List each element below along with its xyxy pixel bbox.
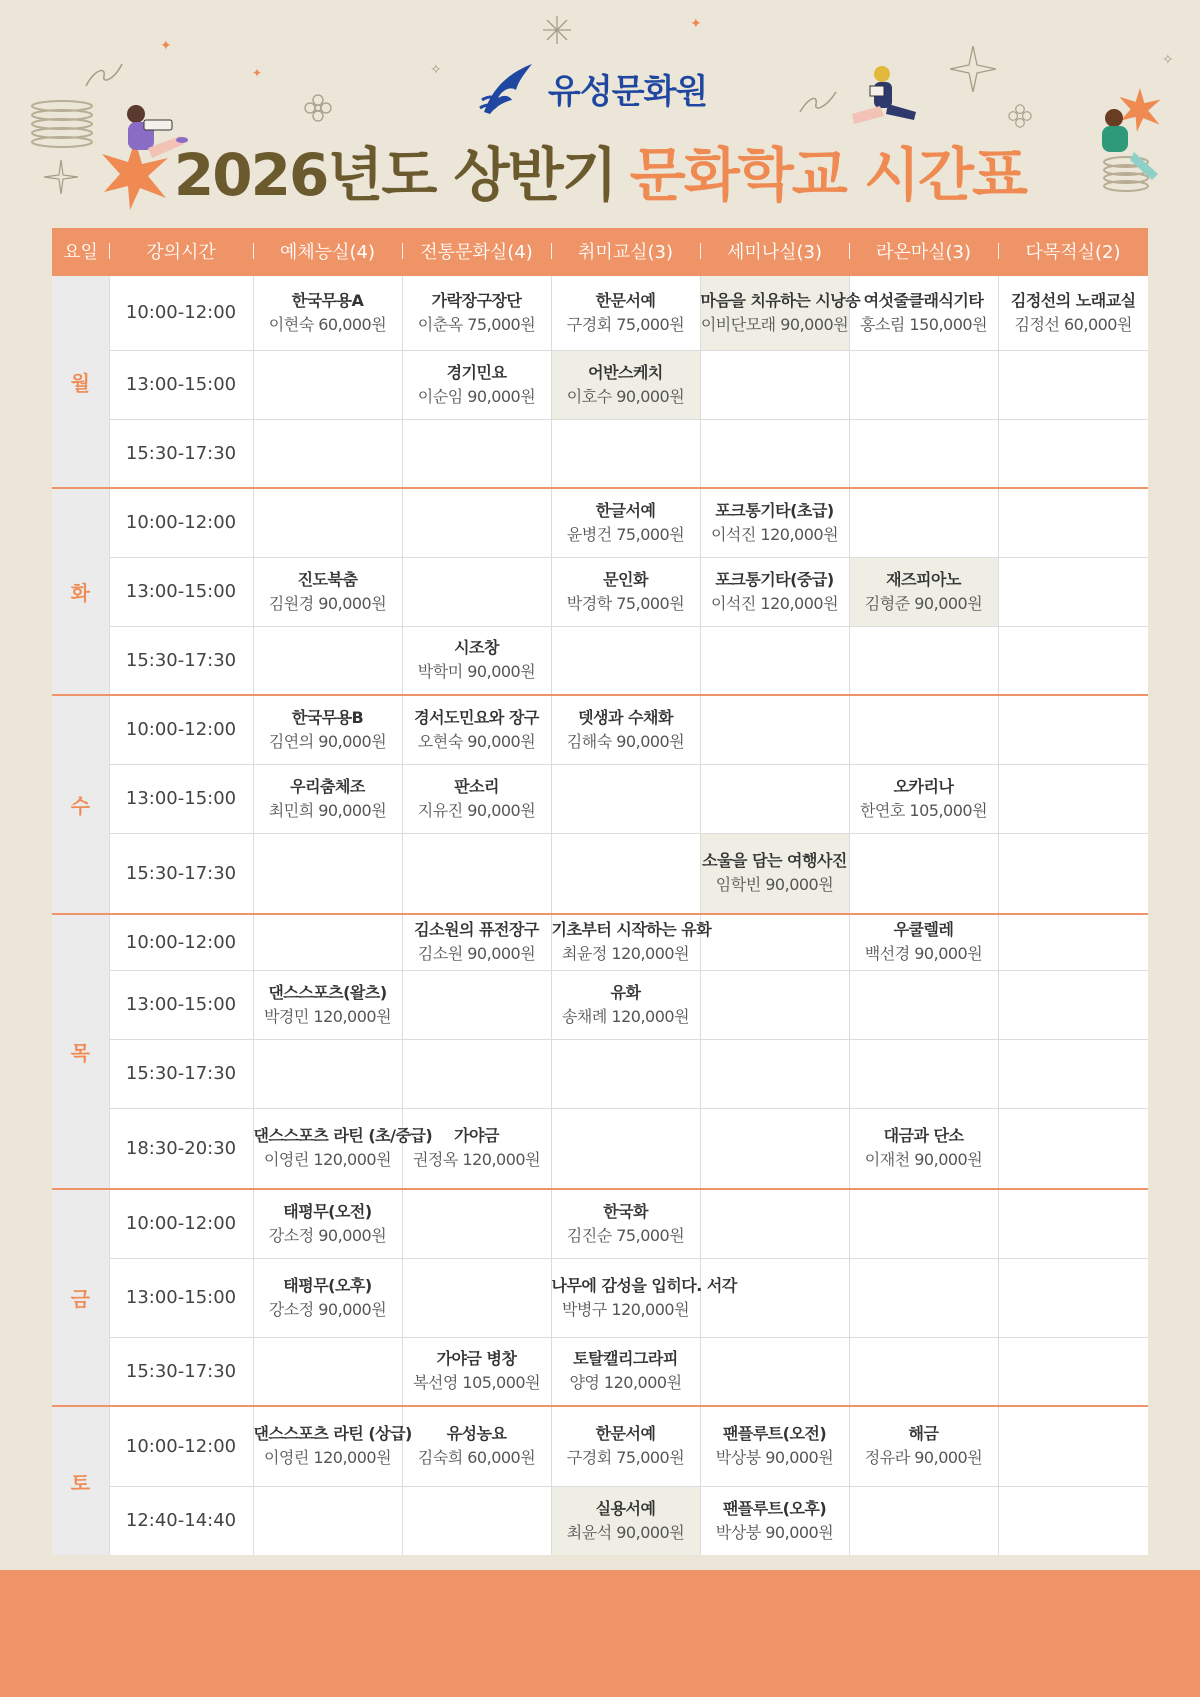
class-instructor-fee: 박병구 120,000원 (561, 1299, 690, 1319)
table-row (52, 764, 1148, 833)
class-name: 경기민요 (446, 362, 507, 382)
table-row (52, 1039, 1148, 1108)
class-cell (253, 1258, 402, 1337)
day-label: 화 (52, 488, 109, 695)
class-cell (700, 488, 849, 557)
class-instructor-fee: 김연의 90,000원 (268, 731, 387, 751)
title-part2: 문화학교 시간표 (629, 141, 1027, 209)
empty-cell (849, 419, 998, 488)
empty-cell (700, 350, 849, 419)
class-cell (849, 914, 998, 970)
class-cell (402, 1108, 551, 1189)
class-cell (253, 1189, 402, 1258)
empty-cell (849, 1039, 998, 1108)
empty-cell (700, 1108, 849, 1189)
table-row (52, 833, 1148, 914)
timetable (52, 228, 1148, 1555)
class-cell (551, 695, 700, 764)
empty-cell (998, 1337, 1148, 1406)
bottom-band (0, 1570, 1200, 1697)
empty-cell (402, 1189, 551, 1258)
time-slot: 12:40-14:40 (109, 1486, 253, 1555)
empty-cell (253, 626, 402, 695)
time-slot: 15:30-17:30 (109, 1337, 253, 1406)
class-instructor-fee: 양영 120,000원 (569, 1373, 682, 1393)
class-name: 마음을 치유하는 시낭송 (700, 290, 861, 310)
class-instructor-fee: 이현숙 60,000원 (268, 314, 387, 334)
time-slot: 10:00-12:00 (109, 695, 253, 764)
empty-cell (998, 1486, 1148, 1555)
logo-text: 유성문화원 (548, 71, 708, 112)
class-cell (253, 275, 402, 350)
class-cell (551, 1258, 737, 1337)
logo-emblem-icon (478, 60, 540, 116)
empty-cell (253, 488, 402, 557)
class-instructor-fee: 김진순 75,000원 (566, 1225, 685, 1245)
table-row (52, 557, 1148, 626)
class-name: 가야금 병창 (436, 1349, 517, 1369)
sitting-person-illustration (844, 64, 924, 128)
sun-burst-icon (543, 16, 571, 44)
class-instructor-fee: 이호수 90,000원 (566, 386, 685, 406)
time-slot: 10:00-12:00 (109, 488, 253, 557)
time-slot: 10:00-12:00 (109, 275, 253, 350)
header (0, 0, 1200, 230)
empty-cell (253, 1337, 402, 1406)
class-cell (700, 1406, 849, 1486)
day-label: 목 (52, 914, 109, 1189)
class-instructor-fee: 이재천 90,000원 (864, 1150, 983, 1170)
class-name: 판소리 (454, 776, 499, 796)
class-cell (551, 350, 700, 419)
class-cell (402, 350, 551, 419)
empty-cell (998, 970, 1148, 1039)
empty-cell (253, 1486, 402, 1555)
class-instructor-fee: 윤병건 75,000원 (566, 524, 685, 544)
class-name: 문인화 (603, 569, 648, 589)
class-instructor-fee: 이석진 120,000원 (710, 593, 839, 613)
class-cell (551, 1337, 700, 1406)
empty-cell (700, 1189, 849, 1258)
table-row (52, 275, 1148, 350)
time-slot: 10:00-12:00 (109, 1189, 253, 1258)
class-instructor-fee: 김정선 60,000원 (1014, 314, 1132, 334)
class-name: 어반스케치 (588, 362, 663, 382)
empty-cell (998, 488, 1148, 557)
class-name: 경서도민요와 장구 (414, 707, 539, 727)
header-room: 라온마실(3) (849, 228, 998, 275)
class-name: 태평무(오후) (283, 1275, 372, 1295)
header-day: 요일 (52, 228, 109, 275)
header-time: 강의시간 (109, 228, 253, 275)
class-name: 한문서예 (595, 290, 656, 310)
class-name: 팬플루트(오전) (722, 1424, 827, 1444)
class-instructor-fee: 박경민 120,000원 (263, 1006, 392, 1026)
empty-cell (998, 557, 1148, 626)
class-name: 태평무(오전) (283, 1201, 372, 1221)
empty-cell (700, 695, 849, 764)
empty-cell (551, 1108, 700, 1189)
empty-cell (402, 1039, 551, 1108)
empty-cell (700, 626, 849, 695)
class-cell (849, 764, 998, 833)
time-slot: 10:00-12:00 (109, 1406, 253, 1486)
class-name: 포크통기타(초급) (715, 500, 834, 520)
class-cell (551, 557, 700, 626)
class-name: 김정선의 노래교실 (1010, 290, 1136, 310)
empty-cell (998, 1039, 1148, 1108)
class-cell (402, 1406, 551, 1486)
empty-cell (849, 1258, 998, 1337)
empty-cell (700, 970, 849, 1039)
class-instructor-fee: 김소원 90,000원 (417, 944, 536, 964)
empty-cell (849, 1189, 998, 1258)
class-instructor-fee: 강소정 90,000원 (268, 1225, 387, 1245)
class-name: 우리춤체조 (290, 776, 365, 796)
empty-cell (998, 695, 1148, 764)
empty-cell (551, 1039, 700, 1108)
class-instructor-fee: 이춘옥 75,000원 (417, 314, 536, 334)
class-cell (253, 695, 402, 764)
class-instructor-fee: 송채례 120,000원 (561, 1006, 690, 1026)
class-name: 재즈피아노 (886, 569, 961, 589)
empty-cell (998, 833, 1148, 914)
empty-cell (998, 626, 1148, 695)
class-name: 포크통기타(중급) (715, 569, 834, 589)
empty-cell (551, 833, 700, 914)
table-row (52, 695, 1148, 764)
class-name: 시조창 (454, 638, 499, 658)
flower-icon (304, 94, 332, 122)
table-row (52, 1189, 1148, 1258)
empty-cell (402, 1486, 551, 1555)
class-cell (402, 764, 551, 833)
class-instructor-fee: 복선영 105,000원 (412, 1373, 541, 1393)
empty-cell (253, 833, 402, 914)
empty-cell (551, 419, 700, 488)
class-name: 한문서예 (595, 1424, 656, 1444)
empty-cell (849, 970, 998, 1039)
empty-cell (849, 695, 998, 764)
class-name: 유성농요 (446, 1424, 507, 1444)
table-row (52, 1337, 1148, 1406)
empty-cell (253, 914, 402, 970)
time-slot: 18:30-20:30 (109, 1108, 253, 1189)
class-cell (551, 275, 700, 350)
table-row (52, 419, 1148, 488)
class-instructor-fee: 이영린 120,000원 (263, 1448, 392, 1468)
class-name: 오카리나 (893, 776, 954, 796)
class-name: 진도북춤 (297, 569, 358, 589)
class-cell (402, 695, 551, 764)
empty-cell (849, 833, 998, 914)
header-room: 다목적실(2) (998, 228, 1148, 275)
class-cell (551, 488, 700, 557)
table-row (52, 914, 1148, 970)
flower-icon (1008, 104, 1032, 128)
page-title (0, 128, 1200, 212)
empty-cell (849, 1486, 998, 1555)
class-instructor-fee: 최윤정 120,000원 (561, 944, 690, 964)
day-label: 월 (52, 275, 109, 488)
class-name: 한글서예 (595, 500, 656, 520)
class-instructor-fee: 한연호 105,000원 (859, 800, 988, 820)
class-instructor-fee: 정유라 90,000원 (864, 1448, 983, 1468)
empty-cell (253, 419, 402, 488)
class-instructor-fee: 권정옥 120,000원 (412, 1150, 541, 1170)
empty-cell (998, 1258, 1148, 1337)
empty-cell (700, 1258, 849, 1337)
class-name: 소울을 담는 여행사진 (702, 851, 847, 871)
class-name: 한국무용B (291, 707, 364, 727)
star-icon (950, 46, 996, 92)
class-name: 우쿨렐레 (893, 920, 954, 940)
class-cell (551, 1406, 700, 1486)
empty-cell (402, 970, 551, 1039)
timetable-body (52, 275, 1148, 1555)
empty-cell (998, 1108, 1148, 1189)
header-room: 전통문화실(4) (402, 228, 551, 275)
time-slot: 15:30-17:30 (109, 833, 253, 914)
table-row (52, 1486, 1148, 1555)
day-label: 수 (52, 695, 109, 914)
table-row (52, 350, 1148, 419)
header-room: 예체능실(4) (253, 228, 402, 275)
class-cell (402, 275, 551, 350)
class-cell (700, 275, 861, 350)
empty-cell (700, 1039, 849, 1108)
class-name: 한국화 (603, 1201, 648, 1221)
empty-cell (700, 1337, 849, 1406)
class-instructor-fee: 이비단모래 90,000원 (700, 314, 849, 334)
empty-cell (700, 419, 849, 488)
time-slot: 15:30-17:30 (109, 419, 253, 488)
empty-cell (998, 419, 1148, 488)
class-cell (700, 1486, 849, 1555)
empty-cell (402, 419, 551, 488)
empty-cell (998, 1189, 1148, 1258)
class-cell (849, 1108, 998, 1189)
empty-cell (849, 1337, 998, 1406)
class-instructor-fee: 이영린 120,000원 (263, 1150, 392, 1170)
class-name: 나무에 감성을 입히다. 서각 (551, 1275, 737, 1295)
time-slot: 15:30-17:30 (109, 1039, 253, 1108)
class-instructor-fee: 김원경 90,000원 (268, 593, 387, 613)
class-cell (253, 1108, 433, 1189)
class-name: 토탈캘리그라피 (573, 1349, 678, 1369)
dot-star-icon: ✧ (430, 62, 442, 78)
class-name: 대금과 단소 (883, 1126, 964, 1146)
class-name: 팬플루트(오후) (722, 1498, 827, 1518)
class-instructor-fee: 이순임 90,000원 (417, 386, 536, 406)
time-slot: 10:00-12:00 (109, 914, 253, 970)
class-instructor-fee: 구경회 75,000원 (566, 1448, 685, 1468)
class-name: 가야금 (454, 1126, 499, 1146)
class-cell (253, 970, 402, 1039)
class-cell (700, 833, 849, 914)
time-slot: 15:30-17:30 (109, 626, 253, 695)
header-room: 세미나실(3) (700, 228, 849, 275)
class-cell (551, 1486, 700, 1555)
time-slot: 13:00-15:00 (109, 970, 253, 1039)
class-name: 실용서예 (595, 1498, 656, 1518)
empty-cell (551, 626, 700, 695)
class-cell (253, 557, 402, 626)
empty-cell (849, 350, 998, 419)
class-instructor-fee: 박학미 90,000원 (417, 662, 536, 682)
table-row (52, 970, 1148, 1039)
class-cell (402, 626, 551, 695)
empty-cell (402, 557, 551, 626)
class-cell (402, 914, 551, 970)
class-instructor-fee: 이석진 120,000원 (710, 524, 839, 544)
header-row (52, 228, 1148, 275)
day-label: 금 (52, 1189, 109, 1406)
swirl-icon (798, 90, 838, 116)
empty-cell (402, 488, 551, 557)
class-cell (849, 557, 998, 626)
empty-cell (998, 914, 1148, 970)
empty-cell (998, 350, 1148, 419)
day-label: 토 (52, 1406, 109, 1555)
class-cell (551, 1189, 700, 1258)
time-slot: 13:00-15:00 (109, 764, 253, 833)
class-cell (849, 275, 998, 350)
empty-cell (551, 764, 700, 833)
class-name: 해금 (908, 1424, 939, 1444)
logo (478, 60, 707, 116)
class-instructor-fee: 백선경 90,000원 (864, 944, 983, 964)
class-instructor-fee: 최민희 90,000원 (268, 800, 387, 820)
class-instructor-fee: 오현숙 90,000원 (417, 731, 536, 751)
class-instructor-fee: 임학빈 90,000원 (715, 875, 834, 895)
class-cell (253, 1406, 412, 1486)
dot-star-icon: ✦ (160, 38, 172, 54)
class-instructor-fee: 최윤석 90,000원 (566, 1522, 685, 1542)
class-cell (998, 275, 1148, 350)
table-row (52, 1108, 1148, 1189)
class-name: 댄스스포츠 라틴 (초/중급) (253, 1126, 433, 1146)
dot-star-icon: ✧ (1162, 52, 1174, 68)
class-instructor-fee: 박상붕 90,000원 (715, 1448, 834, 1468)
class-name: 가락장구장단 (431, 290, 522, 310)
empty-cell (998, 1406, 1148, 1486)
empty-cell (849, 488, 998, 557)
table-row (52, 1406, 1148, 1486)
class-cell (849, 1406, 998, 1486)
title-part1: 2026년도 상반기 (173, 141, 616, 209)
class-instructor-fee: 홍소림 150,000원 (859, 314, 988, 334)
class-instructor-fee: 구경회 75,000원 (566, 314, 685, 334)
time-slot: 13:00-15:00 (109, 350, 253, 419)
class-name: 유화 (610, 982, 641, 1002)
empty-cell (402, 833, 551, 914)
header-room: 취미교실(3) (551, 228, 700, 275)
class-cell (700, 557, 849, 626)
empty-cell (700, 914, 849, 970)
class-instructor-fee: 지유진 90,000원 (417, 800, 536, 820)
class-name: 여섯줄클래식기타 (863, 290, 984, 310)
table-row (52, 488, 1148, 557)
class-name: 김소원의 퓨전장구 (414, 920, 539, 940)
class-instructor-fee: 김숙희 60,000원 (417, 1448, 536, 1468)
table-row (52, 626, 1148, 695)
class-instructor-fee: 강소정 90,000원 (268, 1299, 387, 1319)
empty-cell (402, 1258, 551, 1337)
empty-cell (700, 764, 849, 833)
class-instructor-fee: 박상붕 90,000원 (715, 1522, 834, 1542)
class-instructor-fee: 김해숙 90,000원 (566, 731, 685, 751)
dot-star-icon: ✦ (252, 66, 263, 80)
class-name: 기초부터 시작하는 유화 (551, 920, 712, 940)
time-slot: 13:00-15:00 (109, 557, 253, 626)
class-name: 한국무용A (291, 290, 364, 310)
class-cell (402, 1337, 551, 1406)
empty-cell (253, 1039, 402, 1108)
class-instructor-fee: 김형준 90,000원 (864, 593, 983, 613)
empty-cell (998, 764, 1148, 833)
table-row (52, 1258, 1148, 1337)
class-cell (253, 764, 402, 833)
class-name: 뎃생과 수채화 (578, 707, 673, 727)
class-name: 댄스스포츠(왈츠) (268, 982, 387, 1002)
class-instructor-fee: 박경학 75,000원 (566, 593, 685, 613)
time-slot: 13:00-15:00 (109, 1258, 253, 1337)
empty-cell (253, 350, 402, 419)
swirl-icon (84, 60, 124, 90)
dot-star-icon: ✦ (690, 16, 702, 32)
class-name: 댄스스포츠 라틴 (상급) (253, 1424, 412, 1444)
class-cell (551, 970, 700, 1039)
class-cell (551, 914, 712, 970)
empty-cell (849, 626, 998, 695)
